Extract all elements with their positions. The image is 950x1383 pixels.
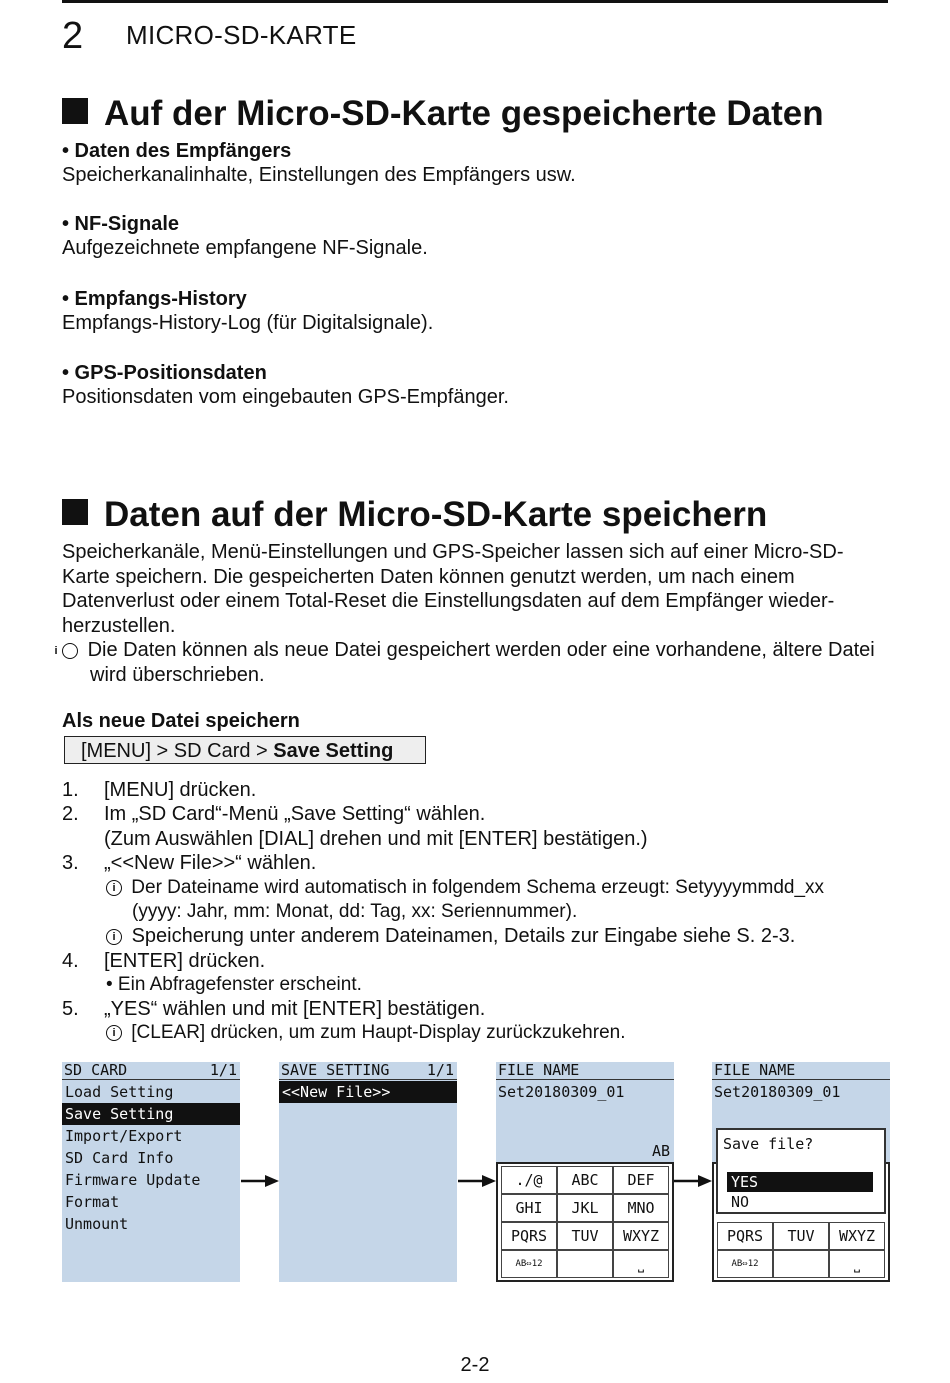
section2-note: i Die Daten können als neue Datei gespeichert werden oder eine vorhandene, ältere Datei wird überschrieben. bbox=[54, 639, 875, 686]
step-text: „YES“ wählen und mit [ENTER] bestätigen. bbox=[104, 998, 486, 1020]
step-note: • Ein Abfragefenster erscheint. bbox=[106, 974, 362, 995]
item-title: • GPS-Positionsdaten bbox=[62, 362, 267, 384]
dialog-question: Save file? bbox=[723, 1135, 814, 1153]
step-number: 4. bbox=[62, 950, 79, 972]
step-text: (Zum Auswählen [DIAL] drehen und mit [ENTER] bestätigen.) bbox=[104, 828, 648, 850]
step-text: [MENU] drücken. bbox=[104, 779, 257, 801]
step-note: i Der Dateiname wird automatisch in folgendem Schema erzeugt: Setyyyymmdd_xx bbox=[106, 876, 824, 901]
item-title: • Empfangs-History bbox=[62, 288, 247, 310]
input-mode-indicator: AB bbox=[651, 1142, 670, 1160]
step-number: 1. bbox=[62, 779, 79, 801]
filename-field[interactable]: Set20180309_01 bbox=[498, 1083, 625, 1101]
item-title: • NF-Signale bbox=[62, 213, 180, 235]
section2-heading: Daten auf der Micro-SD-Karte speichern bbox=[62, 495, 767, 535]
key-pqrs[interactable]: PQRS bbox=[501, 1222, 557, 1250]
screen-header: SAVE SETTING 1/1 bbox=[279, 1062, 457, 1080]
key-wxyz[interactable]: WXYZ bbox=[829, 1222, 885, 1250]
screen-header: FILE NAME bbox=[496, 1062, 674, 1080]
step-number: 5. bbox=[62, 998, 79, 1020]
menu-item-format[interactable]: Format bbox=[65, 1193, 120, 1211]
top-rule bbox=[62, 0, 888, 3]
menu-item-import-export[interactable]: Import/Export bbox=[65, 1127, 183, 1145]
menu-item-firmware-update[interactable]: Firmware Update bbox=[65, 1171, 201, 1189]
square-bullet-icon bbox=[62, 98, 88, 124]
key-mode-switch[interactable]: AB⇔12 bbox=[717, 1250, 773, 1278]
filename-field: Set20180309_01 bbox=[714, 1083, 841, 1101]
screen-file-name bbox=[496, 1062, 674, 1282]
key-mode-switch[interactable]: AB⇔12 bbox=[501, 1250, 557, 1278]
key-tuv[interactable]: TUV bbox=[557, 1222, 613, 1250]
menu-item-load-setting[interactable]: Load Setting bbox=[65, 1083, 174, 1101]
info-icon: i bbox=[106, 929, 122, 945]
item-text: Empfangs-History-Log (für Digitalsignale). bbox=[62, 312, 434, 334]
key-def[interactable]: DEF bbox=[613, 1166, 669, 1194]
item-text: Positionsdaten vom eingebauten GPS-Empfänger. bbox=[62, 386, 509, 408]
subheading: Als neue Datei speichern bbox=[62, 710, 300, 732]
info-icon: i bbox=[106, 1025, 122, 1041]
screen-save-confirm bbox=[712, 1062, 890, 1282]
arrow-right-icon bbox=[241, 1174, 279, 1188]
key-space[interactable]: ⎵ bbox=[829, 1250, 885, 1278]
screen-header: SD CARD 1/1 bbox=[62, 1062, 240, 1080]
step-note: i [CLEAR] drücken, um zum Haupt-Display zurückzukehren. bbox=[106, 1021, 625, 1046]
step-text: „<<New File>>“ wählen. bbox=[104, 852, 317, 874]
section1-heading: Auf der Micro-SD-Karte gespeicherte Daten bbox=[62, 94, 824, 134]
step-note: (yyyy: Jahr, mm: Monat, dd: Tag, xx: Seriennummer). bbox=[132, 901, 578, 922]
menu-item-sd-card-info[interactable]: SD Card Info bbox=[65, 1149, 174, 1167]
step-number: 2. bbox=[62, 803, 79, 825]
key-ghi[interactable]: GHI bbox=[501, 1194, 557, 1222]
chapter-number: 2 bbox=[62, 15, 84, 57]
key-wxyz[interactable]: WXYZ bbox=[613, 1222, 669, 1250]
dialog-yes-option[interactable]: YES bbox=[727, 1172, 873, 1192]
key-jkl[interactable]: JKL bbox=[557, 1194, 613, 1222]
screen-sd-card bbox=[62, 1062, 240, 1282]
menu-item-save-setting[interactable]: Save Setting bbox=[62, 1103, 240, 1125]
keypad bbox=[496, 1162, 674, 1282]
step-number: 3. bbox=[62, 852, 79, 874]
screen-save-setting bbox=[279, 1062, 457, 1282]
key-pqrs[interactable]: PQRS bbox=[717, 1222, 773, 1250]
key-blank[interactable] bbox=[773, 1250, 829, 1278]
arrow-right-icon bbox=[674, 1174, 712, 1188]
page-number: 2-2 bbox=[460, 1354, 490, 1376]
info-icon: i bbox=[106, 880, 122, 896]
confirm-dialog bbox=[716, 1128, 886, 1214]
step-text: [ENTER] drücken. bbox=[104, 950, 266, 972]
key-abc[interactable]: ABC bbox=[557, 1166, 613, 1194]
key-blank[interactable] bbox=[557, 1250, 613, 1278]
item-title: • Daten des Empfängers bbox=[62, 140, 292, 162]
step-note: i Speicherung unter anderem Dateinamen, Details zur Eingabe siehe S. 2-3. bbox=[106, 924, 795, 949]
square-bullet-icon bbox=[62, 499, 88, 525]
chapter-title: MICRO-SD-KARTE bbox=[126, 20, 357, 50]
info-icon: i bbox=[62, 643, 78, 659]
screen-header: FILE NAME bbox=[712, 1062, 890, 1080]
key-mno[interactable]: MNO bbox=[613, 1194, 669, 1222]
arrow-right-icon bbox=[458, 1174, 496, 1188]
menu-path: [MENU] > SD Card > Save Setting bbox=[64, 736, 426, 764]
key-symbols[interactable]: ./@ bbox=[501, 1166, 557, 1194]
key-space[interactable]: ⎵ bbox=[613, 1250, 669, 1278]
dialog-no-option[interactable]: NO bbox=[731, 1193, 750, 1211]
menu-item-unmount[interactable]: Unmount bbox=[65, 1215, 129, 1233]
section2-paragraph: Speicherkanäle, Menü-Einstellungen und GPS-Speicher lassen sich auf einer Micro-SD-Karte speichern. Die gespeicherten Daten können genutzt werden, um nach einem Datenverlust oder einem Total-Reset die Einstellungsdaten auf dem Empfänger wieder-herzustellen. bbox=[62, 541, 844, 637]
item-text: Speicherkanalinhalte, Einstellungen des Empfängers usw. bbox=[62, 164, 576, 186]
item-text: Aufgezeichnete empfangene NF-Signale. bbox=[62, 237, 428, 259]
step-text: Im „SD Card“-Menü „Save Setting“ wählen. bbox=[104, 803, 486, 825]
menu-item-new-file[interactable]: <<New File>> bbox=[279, 1081, 457, 1103]
key-tuv[interactable]: TUV bbox=[773, 1222, 829, 1250]
